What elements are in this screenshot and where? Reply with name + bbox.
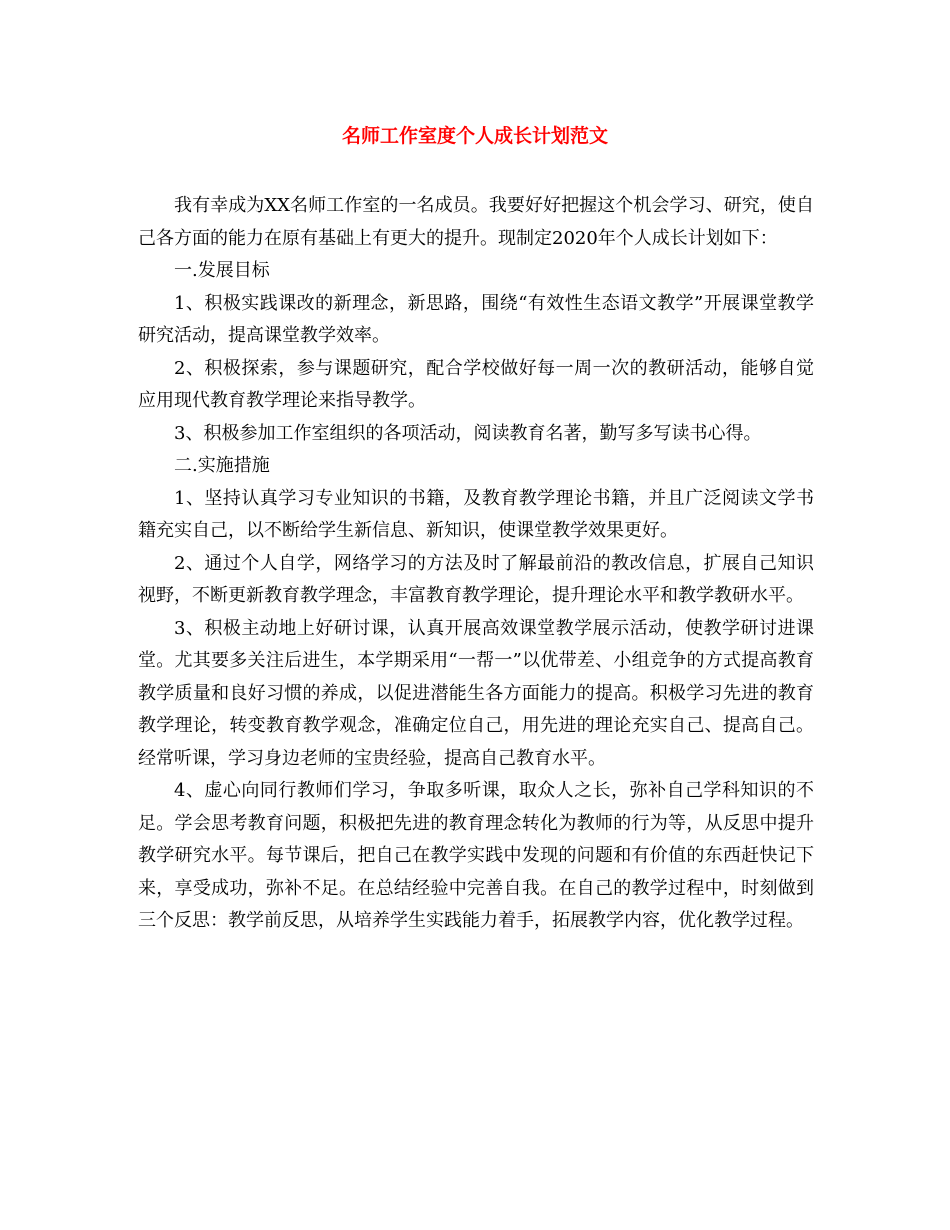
section-heading-measures: 二.实施措施 — [174, 455, 270, 476]
measure-item-4: 4、虚心向同行教师们学习，争取多听课，取众人之长，弥补自己学科知识的不足。学会思考教育问题，积极把先进的教育理念转化为教师的行为等，从反思中提升教学研究水平。每节课后，把自己在教学实践中发现的问题和有价值的东西赶快记下来，享受成功，弥补不足。在总结经验中完善自我。在自己的教学过程中，时刻做到三个反思：教学前反思，从培养学生实践能力着手，拓展教学内容，优化教学过程。 — [138, 780, 814, 931]
measure-item-2: 2、通过个人自学，网络学习的方法及时了解最前沿的教改信息，扩展自己知识视野，不断更新教育教学理念，丰富教育教学理论，提升理论水平和教学教研水平。 — [138, 552, 814, 606]
document-body — [138, 190, 814, 938]
goal-item-3: 3、积极参加工作室组织的各项活动，阅读教育名著，勤写多写读书心得。 — [174, 422, 762, 444]
measure-item-1: 1、坚持认真学习专业知识的书籍，及教育教学理论书籍，并且广泛阅读文学书籍充实自己，以不断给学生新信息、新知识，使课堂教学效果更好。 — [138, 487, 814, 541]
intro-paragraph: 我有幸成为XX名师工作室的一名成员。我要好好把握这个机会学习、研究，使自己各方面的能力在原有基础上有更大的提升。现制定2020年个人成长计划如下： — [138, 195, 814, 249]
measure-item-3: 3、积极主动地上好研讨课，认真开展高效课堂教学展示活动，使教学研讨进课堂。尤其要多关注后进生，本学期采用“一帮一”以优带差、小组竞争的方式提高教育教学质量和良好习惯的养成，以促进潜能生各方面能力的提高。积极学习先进的教育教学理论，转变教育教学观念，准确定位自己，用先进的理论充实自己、提高自己。经常听课，学习身边老师的宝贵经验，提高自己教育水平。 — [138, 617, 814, 769]
goal-item-2: 2、积极探索，参与课题研究，配合学校做好每一周一次的教研活动，能够自觉应用现代教育教学理论来指导教学。 — [138, 357, 814, 411]
section-heading-goals: 一.发展目标 — [174, 260, 270, 281]
document-title: 名师工作室度个人成长计划范文 — [341, 125, 608, 147]
goal-item-1: 1、积极实践课改的新理念，新思路，围绕“有效性生态语文教学”开展课堂教学研究活动，提高课堂教学效率。 — [138, 292, 814, 346]
